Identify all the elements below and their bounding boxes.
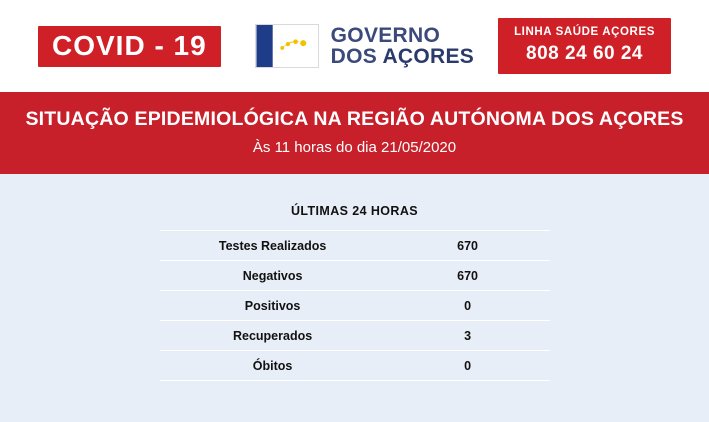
governo-logo-text	[331, 25, 474, 68]
spacer-cell-right	[386, 381, 550, 411]
row-label: Óbitos	[160, 351, 386, 381]
row-value: 0	[386, 291, 550, 321]
row-value: 0	[386, 351, 550, 381]
table-row	[160, 291, 550, 321]
section-title: ÚLTIMAS 24 HORAS	[290, 204, 418, 219]
table-row	[160, 321, 550, 351]
spacer-cell-left	[160, 381, 386, 411]
row-value: 3	[386, 321, 550, 351]
table-row-spacer	[160, 381, 550, 411]
governo-acores-logo	[255, 24, 474, 68]
governo-logo-line1: GOVERNO	[330, 23, 441, 47]
banner-title: SITUAÇÃO EPIDEMIOLÓGICA NA REGIÃO AUTÓNOMA DOS AÇORES	[25, 108, 684, 130]
row-label: Positivos	[160, 291, 386, 321]
banner-subtitle: Às 11 horas do dia 21/05/2020	[252, 139, 457, 157]
main-content	[0, 174, 709, 422]
table-row	[160, 261, 550, 291]
governo-logo-line2-prefix: DOS	[330, 45, 383, 68]
table-row	[160, 231, 550, 261]
row-label: Testes Realizados	[160, 231, 386, 261]
helpline-label: LINHA SAÚDE AÇORES	[514, 26, 655, 39]
row-label: Negativos	[160, 261, 386, 291]
row-label: Recuperados	[160, 321, 386, 351]
row-value: 670	[386, 231, 550, 261]
helpline-box	[498, 18, 671, 73]
header-bar	[0, 0, 709, 92]
banner	[0, 92, 709, 174]
azores-flag-icon	[255, 24, 319, 68]
stats-table	[160, 230, 550, 411]
governo-logo-line2-strong: AÇORES	[382, 45, 475, 68]
governo-logo-line2	[331, 46, 474, 67]
helpline-number: 808 24 60 24	[526, 42, 643, 64]
covid19-logo: COVID - 19	[38, 26, 221, 67]
row-value: 670	[386, 261, 550, 291]
table-row	[160, 351, 550, 381]
